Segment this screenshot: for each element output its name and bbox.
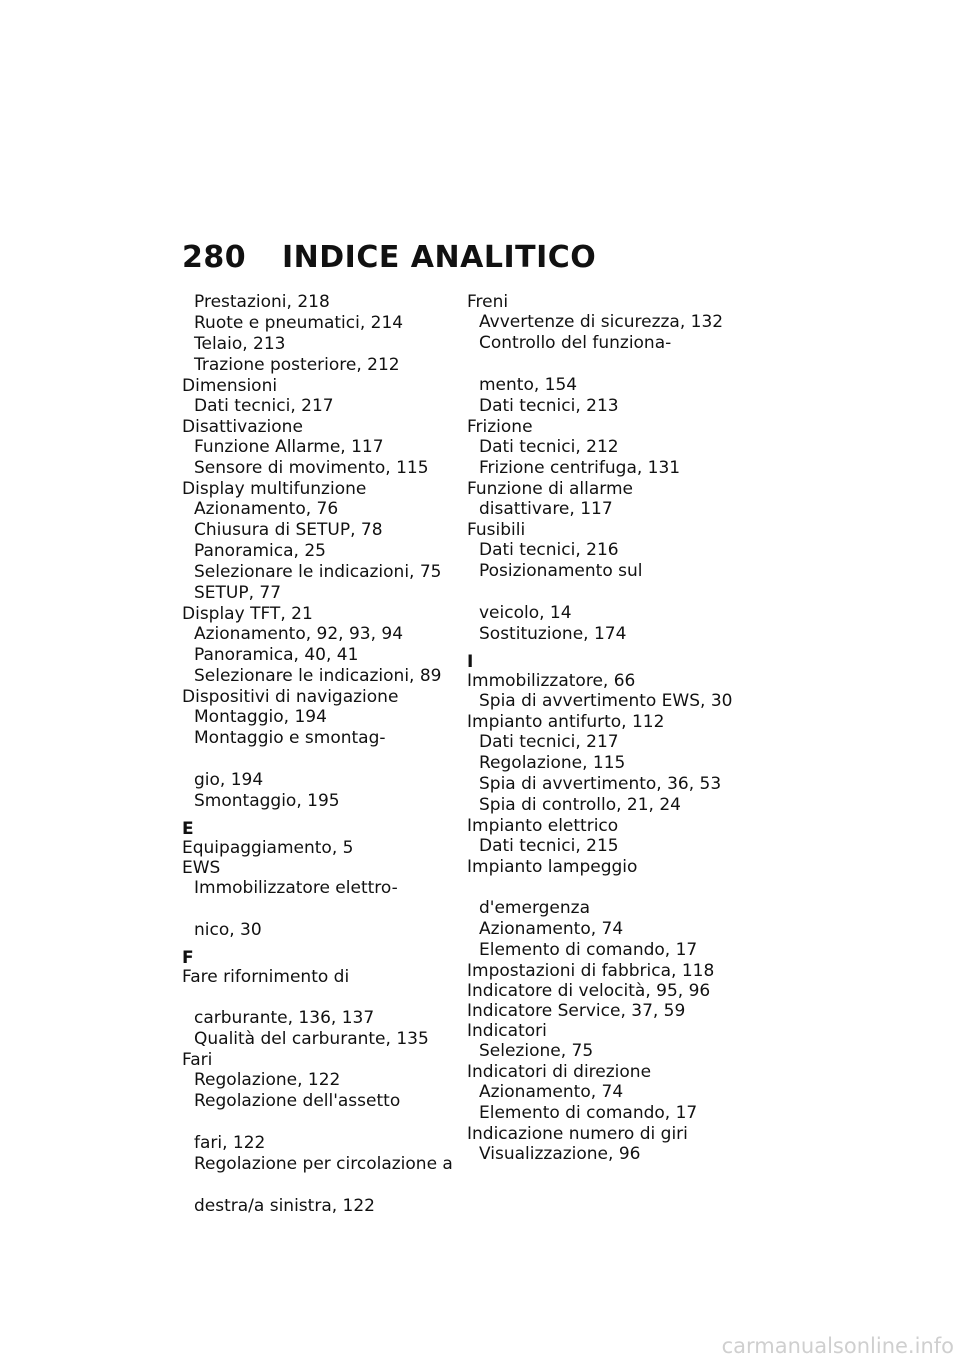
index-subentry: destra/a sinistra, 122 bbox=[194, 1196, 375, 1216]
index-subentry: nico, 30 bbox=[194, 920, 262, 940]
index-entry: Indicatore Service, 37, 59 bbox=[467, 1001, 686, 1021]
index-subentry: Azionamento, 74 bbox=[479, 919, 624, 939]
index-letter-heading: I bbox=[467, 652, 474, 672]
index-column-left bbox=[182, 292, 457, 1217]
index-subentry: Elemento di comando, 17 bbox=[479, 1103, 698, 1123]
index-subentry: Posizionamento sul bbox=[479, 561, 643, 581]
index-subentry: Spia di avvertimento EWS, 30 bbox=[479, 691, 733, 711]
index-entry: Fari bbox=[182, 1050, 213, 1070]
index-subentry: Sensore di movimento, 115 bbox=[194, 458, 429, 478]
index-subentry: Selezione, 75 bbox=[479, 1041, 594, 1061]
index-subentry: veicolo, 14 bbox=[479, 603, 572, 623]
index-subentry: Panoramica, 25 bbox=[194, 541, 326, 561]
index-entry: Indicatore di velocità, 95, 96 bbox=[467, 981, 711, 1001]
index-subentry: Dati tecnici, 212 bbox=[479, 437, 619, 457]
index-subentry: Panoramica, 40, 41 bbox=[194, 645, 359, 665]
index-entry: Immobilizzatore, 66 bbox=[467, 671, 636, 691]
index-subentry: Elemento di comando, 17 bbox=[479, 940, 698, 960]
index-entry: Indicatori di direzione bbox=[467, 1062, 652, 1082]
page-number: 280 bbox=[182, 240, 247, 275]
index-entry: Funzione di allarme bbox=[467, 479, 633, 499]
index-subentry: Ruote e pneumatici, 214 bbox=[194, 313, 404, 333]
index-entry: Display TFT, 21 bbox=[182, 604, 313, 624]
index-entry: Indicazione numero di giri bbox=[467, 1124, 688, 1144]
index-subentry: Dati tecnici, 217 bbox=[194, 396, 334, 416]
index-entry: Frizione bbox=[467, 417, 533, 437]
index-entry: Disattivazione bbox=[182, 417, 303, 437]
index-entry: Freni bbox=[467, 292, 509, 312]
index-subentry: Funzione Allarme, 117 bbox=[194, 437, 384, 457]
index-entry: Impostazioni di fabbrica, 118 bbox=[467, 961, 715, 981]
index-entry: Fare rifornimento di bbox=[182, 967, 350, 987]
index-subentry: Chiusura di SETUP, 78 bbox=[194, 520, 383, 540]
index-subentry: Spia di controllo, 21, 24 bbox=[479, 795, 681, 815]
index-letter-heading: F bbox=[182, 948, 194, 968]
index-subentry: SETUP, 77 bbox=[194, 583, 282, 603]
index-subentry: Spia di avvertimento, 36, 53 bbox=[479, 774, 722, 794]
index-subentry: Telaio, 213 bbox=[194, 334, 286, 354]
index-subentry: gio, 194 bbox=[194, 770, 264, 790]
index-subentry: Visualizzazione, 96 bbox=[479, 1144, 641, 1164]
index-subentry: Montaggio, 194 bbox=[194, 707, 327, 727]
index-subentry: Sostituzione, 174 bbox=[479, 624, 627, 644]
index-subentry: Smontaggio, 195 bbox=[194, 791, 340, 811]
index-subentry: Prestazioni, 218 bbox=[194, 292, 330, 312]
index-subentry: Trazione posteriore, 212 bbox=[194, 355, 400, 375]
index-entry: Impianto antifurto, 112 bbox=[467, 712, 665, 732]
index-entry: Indicatori bbox=[467, 1021, 547, 1041]
index-subentry: Dati tecnici, 216 bbox=[479, 540, 619, 560]
index-entry: Fusibili bbox=[467, 520, 526, 540]
index-entry: Dispositivi di navigazione bbox=[182, 687, 399, 707]
index-subentry: Qualità del carburante, 135 bbox=[194, 1029, 429, 1049]
index-subentry: Regolazione per circolazione a bbox=[194, 1154, 453, 1174]
index-entry: Impianto elettrico bbox=[467, 816, 619, 836]
index-subentry: Dati tecnici, 217 bbox=[479, 732, 619, 752]
index-subentry: Regolazione dell'assetto bbox=[194, 1091, 401, 1111]
index-subentry: Avvertenze di sicurezza, 132 bbox=[479, 312, 724, 332]
index-subentry: Dati tecnici, 213 bbox=[479, 396, 619, 416]
index-subentry: Frizione centrifuga, 131 bbox=[479, 458, 681, 478]
index-column-right bbox=[467, 292, 742, 1165]
index-subentry: fari, 122 bbox=[194, 1133, 266, 1153]
index-subentry: Azionamento, 76 bbox=[194, 499, 339, 519]
index-subentry: d'emergenza bbox=[479, 898, 590, 918]
index-entry: Equipaggiamento, 5 bbox=[182, 838, 354, 858]
index-subentry: Azionamento, 92, 93, 94 bbox=[194, 624, 404, 644]
index-subentry: Azionamento, 74 bbox=[479, 1082, 624, 1102]
index-entry: Display multifunzione bbox=[182, 479, 367, 499]
index-subentry: Montaggio e smontag- bbox=[194, 728, 386, 748]
index-subentry: Selezionare le indicazioni, 75 bbox=[194, 562, 442, 582]
index-subentry: Dati tecnici, 215 bbox=[479, 836, 619, 856]
index-subentry: carburante, 136, 137 bbox=[194, 1008, 375, 1028]
index-subentry: Immobilizzatore elettro- bbox=[194, 878, 398, 898]
index-subentry: Regolazione, 115 bbox=[479, 753, 626, 773]
index-entry: Dimensioni bbox=[182, 376, 278, 396]
page-header bbox=[182, 240, 596, 275]
index-subentry: Controllo del funziona- bbox=[479, 333, 672, 353]
index-letter-heading: E bbox=[182, 819, 194, 839]
index-subentry: Regolazione, 122 bbox=[194, 1070, 341, 1090]
index-entry: EWS bbox=[182, 858, 221, 878]
index-subentry: mento, 154 bbox=[479, 375, 578, 395]
index-subentry: Selezionare le indicazioni, 89 bbox=[194, 666, 442, 686]
index-subentry: disattivare, 117 bbox=[479, 499, 613, 519]
index-entry: Impianto lampeggio bbox=[467, 857, 638, 877]
watermark: carmanualsonline.info bbox=[721, 1334, 954, 1358]
page-title: INDICE ANALITICO bbox=[282, 240, 597, 275]
